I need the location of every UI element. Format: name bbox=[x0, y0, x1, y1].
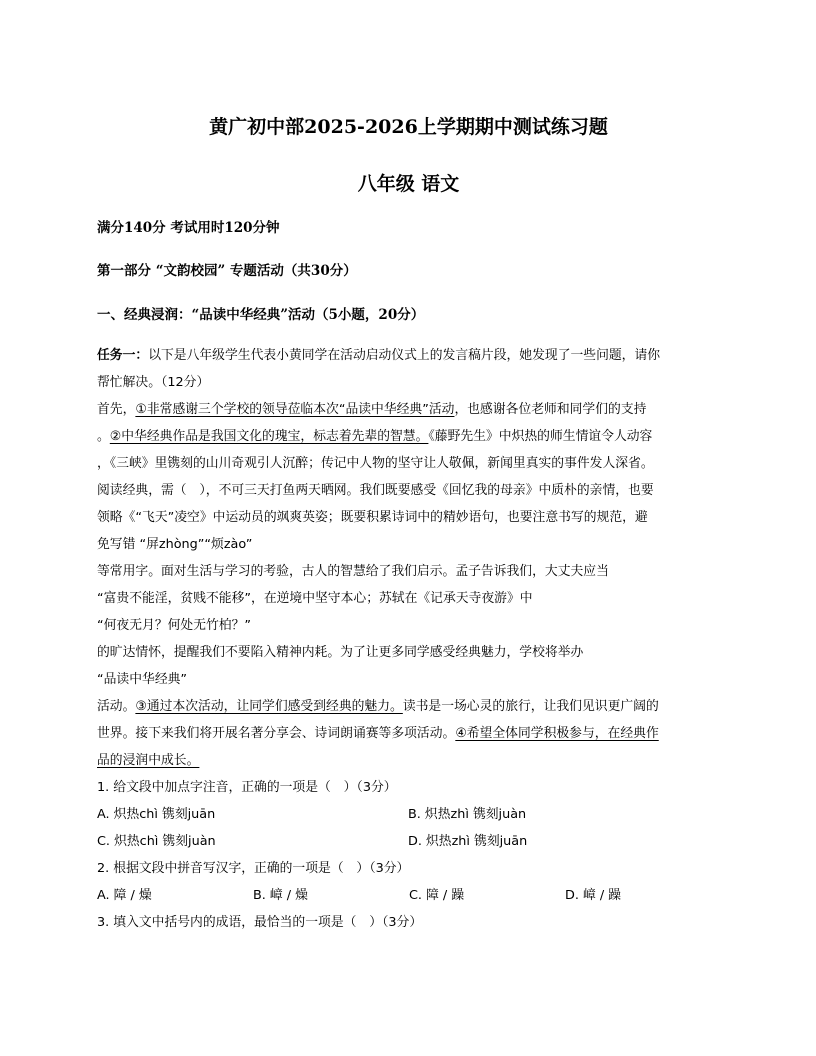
sentence-4-underlined: ④希望全体同学积极参与，在经典作 bbox=[455, 726, 659, 741]
sentence-2-underlined: ②中华经典作品是我国文化的瑰宝，标志着先辈的智慧。 bbox=[109, 429, 429, 444]
passage-text: 活动。 bbox=[97, 699, 136, 714]
passage-text: 首先， bbox=[97, 402, 136, 417]
questions bbox=[97, 774, 720, 936]
option-a: A. 障 / 燥 bbox=[97, 888, 152, 903]
question-1-stem: 1. 给文段中加点字注音，正确的一项是（ ）（3分） bbox=[97, 780, 397, 795]
question-3-stem: 3. 填入文中括号内的成语，最恰当的一项是（ ）（3分） bbox=[97, 915, 423, 930]
part-heading: 第一部分 “文韵校园” 专题活动（共30分） bbox=[97, 263, 357, 279]
passage-text: 读书是一场心灵的旅行，让我们见识更广阔的 bbox=[402, 699, 659, 714]
question-1-options-row-1 bbox=[97, 801, 720, 828]
passage bbox=[97, 396, 720, 774]
exam-title: 黄广初中部2025-2026上学期期中测试练习题 bbox=[209, 116, 608, 138]
exam-subtitle: 八年级 语文 bbox=[357, 173, 460, 195]
passage-text: 世界。接下来我们将开展名著分享会、诗词朗诵赛等多项活动。 bbox=[97, 726, 456, 741]
sentence-1-underlined: ①非常感谢三个学校的领导莅临本次“品读中华经典”活动 bbox=[135, 402, 455, 417]
option-b: B. 嶂 / 燥 bbox=[253, 888, 308, 903]
exam-info: 满分140分 考试用时120分钟 bbox=[97, 220, 280, 236]
passage-line: 领略《“飞天”凌空》中运动员的飒爽英姿；既要积累诗词中的精妙语句，也要注意书写的规范，避 bbox=[97, 510, 648, 525]
task-intro-text-2: 帮忙解决。（12分） bbox=[97, 375, 210, 390]
passage-line: “富贵不能淫，贫贱不能移”，在逆境中坚守本心；苏轼在《记承天寺夜游》中 bbox=[97, 591, 533, 606]
passage-text: 。 bbox=[97, 429, 110, 444]
passage-line: “何夜无月？何处无竹柏？” bbox=[97, 618, 252, 633]
passage-line: 等常用字。面对生活与学习的考验，古人的智慧给了我们启示。孟子告诉我们，大丈夫应当 bbox=[97, 564, 609, 579]
passage-line: 免写错 “屏zhòng”“烦zào” bbox=[97, 537, 253, 552]
option-c: C. 炽热chì 镌刻juàn bbox=[97, 834, 216, 849]
task-intro-text: 以下是八年级学生代表小黄同学在活动启动仪式上的发言稿片段，她发现了一些问题，请你 bbox=[148, 348, 661, 363]
passage-line: ，《三峡》里镌刻的山川奇观引人沉醉；传记中人物的坚守让人敬佩，新闻里真实的事件发人深省。 bbox=[97, 456, 654, 471]
option-d: D. 嶂 / 躁 bbox=[565, 888, 622, 903]
option-a: A. 炽热chì 镌刻juān bbox=[97, 807, 216, 822]
section-heading: 一、经典浸润：“品读中华经典”活动（5小题，20分） bbox=[97, 307, 425, 323]
sentence-3-underlined: ③通过本次活动，让同学们感受到经典的魅力。 bbox=[135, 699, 403, 714]
passage-line: 阅读经典，需（ ），不可三天打鱼两天晒网。我们既要感受《回忆我的母亲》中质朴的亲情，也要 bbox=[97, 483, 654, 498]
passage-text: 《藤野先生》中炽热的师生情谊令人动容 bbox=[428, 429, 653, 444]
task-intro bbox=[97, 342, 720, 396]
option-c: C. 障 / 躁 bbox=[409, 888, 465, 903]
option-b: B. 炽热zhì 镌刻juàn bbox=[408, 807, 527, 822]
task-label: 任务一： bbox=[97, 348, 149, 363]
passage-text: ，也感谢各位老师和同学们的支持 bbox=[454, 402, 647, 417]
question-1-options-row-2 bbox=[97, 828, 720, 855]
passage-line: “品读中华经典” bbox=[97, 672, 188, 687]
option-d: D. 炽热zhì 镌刻juān bbox=[408, 834, 528, 849]
question-2-stem: 2. 根据文段中拼音写汉字，正确的一项是（ ）（3分） bbox=[97, 861, 410, 876]
sentence-4-underlined-cont: 品的浸润中成长。 bbox=[97, 753, 200, 768]
passage-line: 的旷达情怀，提醒我们不要陷入精神内耗。为了让更多同学感受经典魅力，学校将举办 bbox=[97, 645, 584, 660]
question-2-options bbox=[97, 882, 720, 909]
